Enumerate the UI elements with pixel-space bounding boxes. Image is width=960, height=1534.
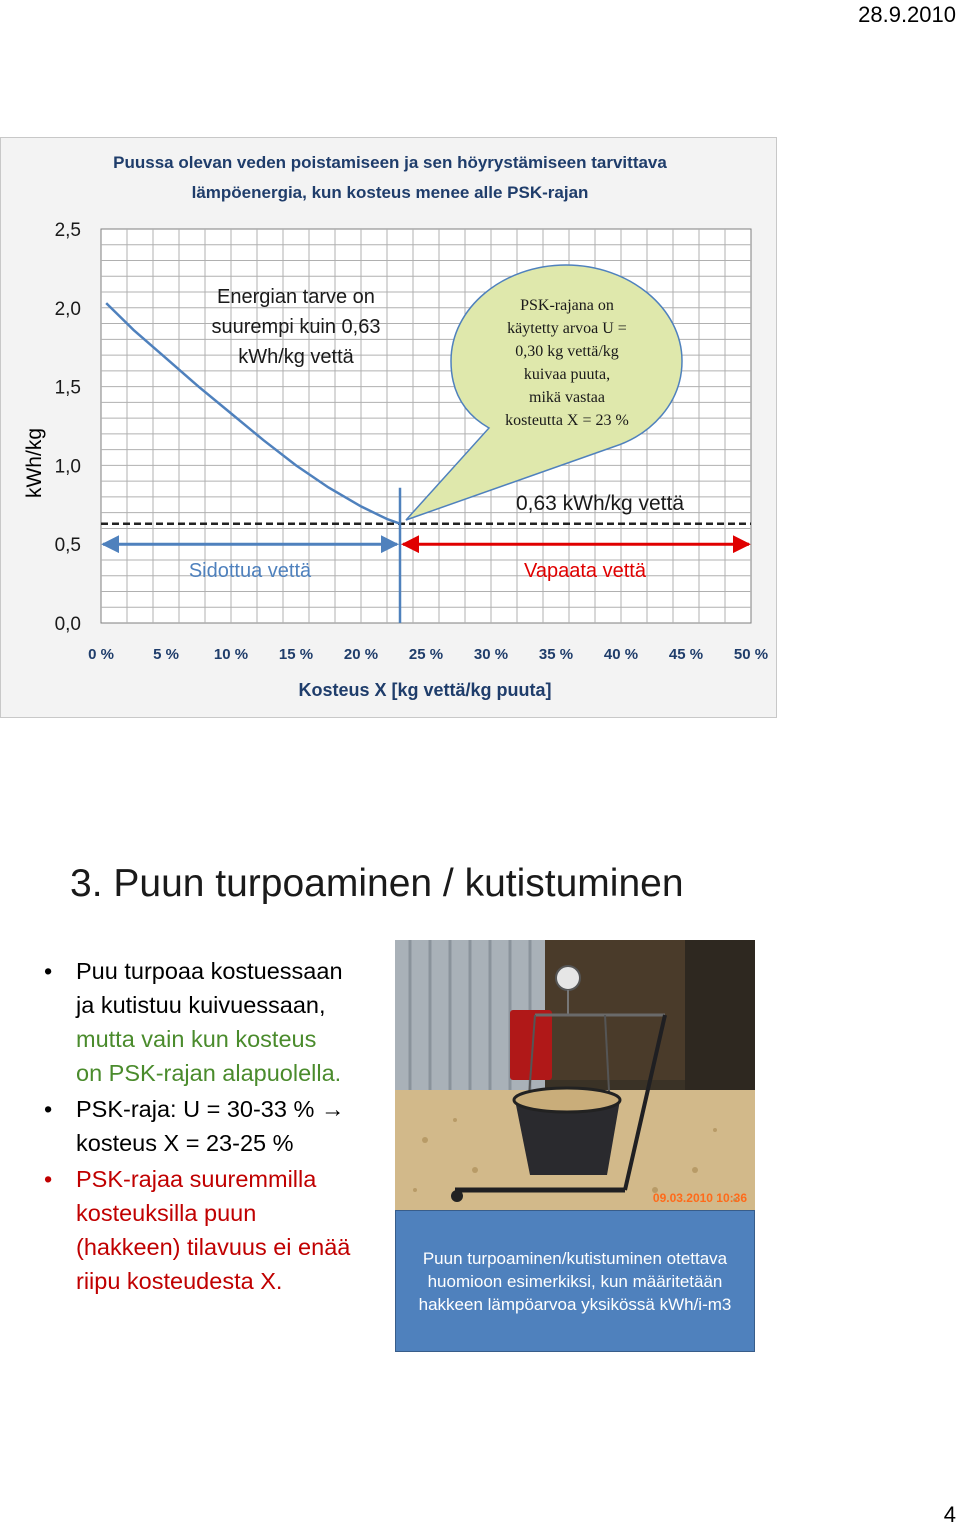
callout-line6: kosteutta X = 23 %	[505, 412, 629, 429]
x-axis-label: Kosteus X [kg vettä/kg puuta]	[298, 680, 552, 700]
y-tick-label: 0,5	[54, 535, 81, 557]
moisture-energy-chart	[0, 137, 777, 718]
energy-note-line1: Energian tarve on	[217, 286, 375, 308]
callout-line3: 0,30 kg vettä/kg	[515, 343, 619, 360]
caption-line2: huomioon esimerkiksi, kun määritetään	[427, 1271, 723, 1291]
bullet1-line2: ja kutistuu kuivuessaan,	[76, 992, 326, 1018]
x-tick-label: 20 %	[343, 646, 379, 663]
bullet-item	[44, 954, 384, 1090]
callout-line5: mikä vastaa	[529, 389, 605, 406]
x-tick-label: 30 %	[473, 646, 509, 663]
y-tick-label: 0,0	[54, 614, 81, 635]
free-water-label: Vapaata vettä	[524, 560, 646, 582]
photo-timestamp: 09.03.2010 10:36	[652, 1191, 747, 1205]
y-tick-label: 2,0	[54, 298, 81, 320]
x-tick-label: 35 %	[538, 646, 574, 663]
section-title: 3. Puun turpoaminen / kutistuminen	[70, 862, 684, 905]
y-tick-label: 1,5	[54, 377, 81, 399]
bullet3-line1: PSK-rajaa suuremmilla	[76, 1166, 317, 1192]
bullet1-line1: Puu turpoaa kostuessaan	[76, 958, 343, 984]
x-tick-label: 10 %	[213, 646, 249, 663]
x-tick-label: 15 %	[278, 646, 314, 663]
threshold-label: 0,63 kWh/kg vettä	[515, 492, 685, 515]
bullet3-line4: riipu kosteudesta X.	[76, 1268, 283, 1294]
bullet3-line2: kosteuksilla puun	[76, 1200, 257, 1226]
x-tick-labels	[88, 646, 768, 663]
wood-chip-photo	[395, 940, 755, 1210]
date-label: 28.9.2010	[858, 2, 956, 27]
bullet-list	[44, 954, 384, 1298]
bullet1-green2: on PSK-rajan alapuolella.	[76, 1060, 342, 1086]
bullet2-line2: kosteus X = 23-25 %	[76, 1130, 294, 1156]
bullet-item	[44, 1092, 384, 1160]
x-tick-label: 45 %	[668, 646, 704, 663]
page-number: 4	[943, 1502, 956, 1527]
x-tick-label: 40 %	[603, 646, 639, 663]
energy-note-line3: kWh/kg vettä	[238, 346, 354, 368]
bullet-item	[44, 1162, 384, 1298]
x-tick-label: 25 %	[408, 646, 444, 663]
bound-water-label: Sidottua vettä	[188, 560, 312, 582]
chart-title-line1: Puussa olevan veden poistamiseen ja sen höyrystämiseen tarvittava	[113, 153, 667, 172]
callout-line2: käytetty arvoa U =	[507, 320, 627, 337]
bullet1-green1: mutta vain kun kosteus	[76, 1026, 317, 1052]
x-tick-label: 0 %	[88, 646, 114, 663]
chart-title-line2: lämpöenergia, kun kosteus menee alle PSK-rajan	[191, 183, 589, 202]
bullet3-line3: (hakkeen) tilavuus ei enää	[76, 1234, 351, 1260]
y-tick-label: 1,0	[54, 456, 81, 478]
energy-note-line2: suurempi kuin 0,63	[211, 316, 381, 338]
bullet2-line1: PSK-raja: U = 30-33 % →	[76, 1096, 345, 1122]
x-tick-label: 5 %	[153, 646, 179, 663]
caption-line3: hakkeen lämpöarvoa yksikössä kWh/i-m3	[418, 1294, 732, 1314]
y-tick-label: 2,5	[54, 220, 81, 241]
y-axis-label: kWh/kg	[23, 427, 46, 499]
photo-caption	[395, 1210, 755, 1352]
callout-line4: kuivaa puuta,	[523, 366, 611, 383]
x-tick-label: 50 %	[733, 646, 769, 663]
y-tick-labels	[55, 220, 81, 635]
photo-illustration	[395, 940, 755, 1210]
chart-svg	[1, 138, 778, 719]
callout-line1: PSK-rajana on	[520, 297, 614, 314]
caption-line1: Puun turpoaminen/kutistuminen otettava	[422, 1248, 728, 1268]
